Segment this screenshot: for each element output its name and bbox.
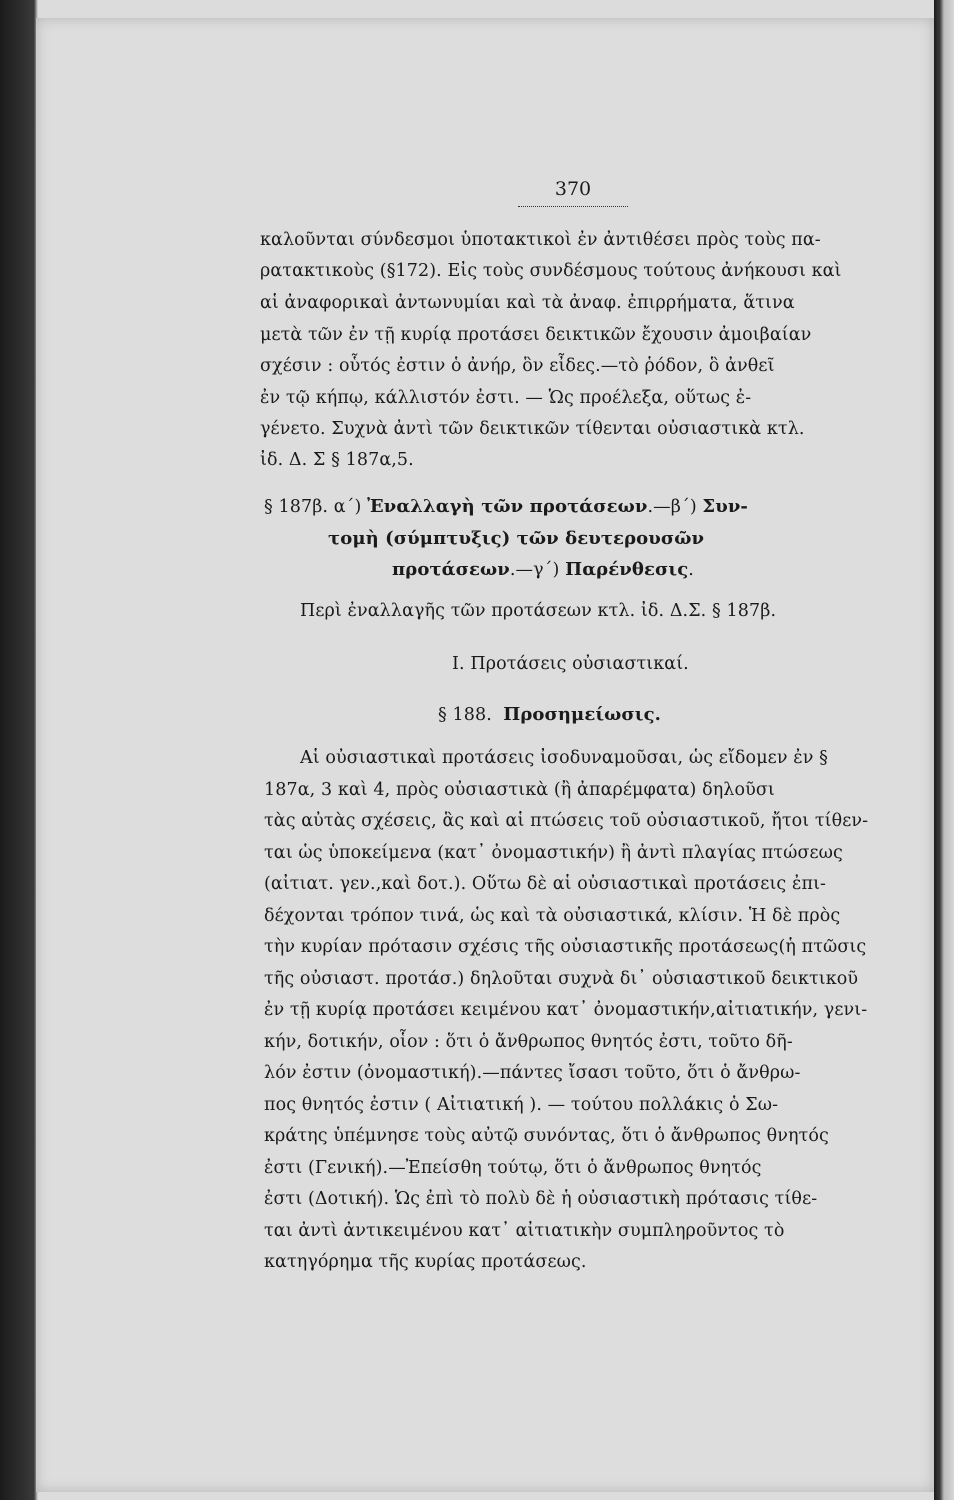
section-title-part: Ἐναλλαγὴ τῶν προτάσεων xyxy=(367,496,648,517)
section-title-part: τομὴ (σύμπτυξις) τῶν δευτερουσῶν xyxy=(328,528,705,549)
text-line: σχέσιν : οὗτός ἐστιν ὁ ἀνήρ, ὃν εἶδες.—τὸ ῥόδον, ὃ ἀνθεῖ xyxy=(260,356,775,376)
section-187b-heading-line1 xyxy=(264,496,748,517)
section-title-part: προτάσεων xyxy=(392,559,510,580)
text-line: ται ἀντὶ ἀντικειμένου κατ᾽ αἰτιατικὴν συμπληροῦντος τὸ xyxy=(264,1221,785,1241)
subheading: I. Προτάσεις οὐσιαστικαί. xyxy=(452,654,689,674)
section-187b-heading-line3 xyxy=(392,559,694,580)
text-line: γένετο. Συχνὰ ἀντὶ τῶν δεικτικῶν τίθενται οὐσιαστικὰ κτλ. xyxy=(260,419,805,439)
section-187b-heading-line2 xyxy=(328,528,704,549)
text-line: Αἱ οὐσιαστικαὶ προτάσεις ἰσοδυναμοῦσαι, ὡς εἴδομεν ἐν § xyxy=(300,748,828,768)
text-line: λόν ἐστιν (ὀνομαστική).—πάντες ἴσασι τοῦτο, ὅτι ὁ ἄνθρω- xyxy=(264,1063,801,1083)
page-number: 370 xyxy=(554,178,592,200)
text-line: κατηγόρημα τῆς κυρίας προτάσεως. xyxy=(264,1252,587,1272)
text-line: 187α, 3 καὶ 4, πρὸς οὐσιαστικὰ (ἢ ἀπαρέμφατα) δηλοῦσι xyxy=(264,780,775,800)
section-prefix: § 187β. α΄) xyxy=(264,497,368,517)
text-line: κράτης ὑπέμνησε τοὺς αὐτῷ συνόντας, ὅτι ὁ ἄνθρωπος θνητός xyxy=(264,1126,829,1146)
text-line: τῆς οὐσιαστ. προτάσ.) δηλοῦται συχνὰ δι᾽ οὐσιαστικοῦ δεικτικοῦ xyxy=(264,969,859,989)
text-line: ἐν τῷ κήπῳ, κάλλιστόν ἐστι. — Ὡς προέλεξα, οὕτως ἐ- xyxy=(260,388,752,408)
text-line: (αἰτιατ. γεν.,καὶ δοτ.). Οὕτω δὲ αἱ οὐσιαστικαὶ προτάσεις ἐπι- xyxy=(264,874,827,894)
section-separator: .—γ΄) xyxy=(509,560,566,580)
text-line: τὰς αὐτὰς σχέσεις, ἃς καὶ αἱ πτώσεις τοῦ οὐσιαστικοῦ, ἤτοι τίθεν- xyxy=(264,811,869,831)
text-line: κήν, δοτικήν, οἷον : ὅτι ὁ ἄνθρωπος θνητός ἐστι, τοῦτο δῆ- xyxy=(264,1032,793,1052)
book-page xyxy=(36,18,934,1492)
text-line: ἐστι (Γενική).—Ἐπείσθη τούτῳ, ὅτι ὁ ἄνθρωπος θνητός xyxy=(264,1158,762,1178)
text-line: ται ὡς ὑποκείμενα (κατ᾽ ὀνομαστικήν) ἢ ἀντὶ πλαγίας πτώσεως xyxy=(264,843,843,863)
section-title: Προσημείωσις. xyxy=(503,704,662,725)
section-number: § 188. xyxy=(438,705,492,725)
section-188-heading xyxy=(438,704,661,725)
next-page-edge xyxy=(934,0,954,1500)
section-187b-reference: Περὶ ἐναλλαγῆς τῶν προτάσεων κτλ. ἰδ. Δ.Σ. § 187β. xyxy=(300,601,777,621)
header-rule xyxy=(518,206,628,207)
text-line: πος θνητός ἐστιν ( Αἰτιατική ). — τούτου πολλάκις ὁ Σω- xyxy=(264,1095,779,1115)
text-line: ρατακτικοὺς (§172). Εἰς τοὺς συνδέσμους τούτους ἀνήκουσι καὶ xyxy=(260,261,842,281)
text-line: αἱ ἀναφορικαὶ ἀντωνυμίαι καὶ τὰ ἀναφ. ἐπιρρήματα, ἅτινα xyxy=(260,293,795,313)
text-line: καλοῦνται σύνδεσμοι ὑποτακτικοὶ ἐν ἀντιθέσει πρὸς τοὺς πα- xyxy=(260,230,821,250)
text-line: ἐν τῇ κυρίᾳ προτάσει κειμένου κατ᾽ ὀνομαστικήν,αἰτιατικήν, γενι- xyxy=(264,1000,868,1020)
text-line: ἐστι (Δοτική). Ὡς ἐπὶ τὸ πολὺ δὲ ἡ οὐσιαστικὴ πρότασις τίθε- xyxy=(264,1189,818,1209)
section-title-part: Παρένθεσις xyxy=(565,559,689,580)
text-line: δέχονται τρόπον τινά, ὡς καὶ τὰ οὐσιαστικά, κλίσιν. Ἡ δὲ πρὸς xyxy=(264,906,841,926)
section-suffix: . xyxy=(688,560,694,580)
section-title-part: Συν- xyxy=(702,496,748,517)
text-line: μετὰ τῶν ἐν τῇ κυρίᾳ προτάσει δεικτικῶν ἔχουσιν ἀμοιβαίαν xyxy=(260,325,812,345)
text-line: ἰδ. Δ. Σ § 187α,5. xyxy=(260,450,414,470)
text-line: τὴν κυρίαν πρότασιν σχέσις τῆς οὐσιαστικῆς προτάσεως(ἡ πτῶσις xyxy=(264,937,867,957)
section-separator: .—β΄) xyxy=(647,497,703,517)
